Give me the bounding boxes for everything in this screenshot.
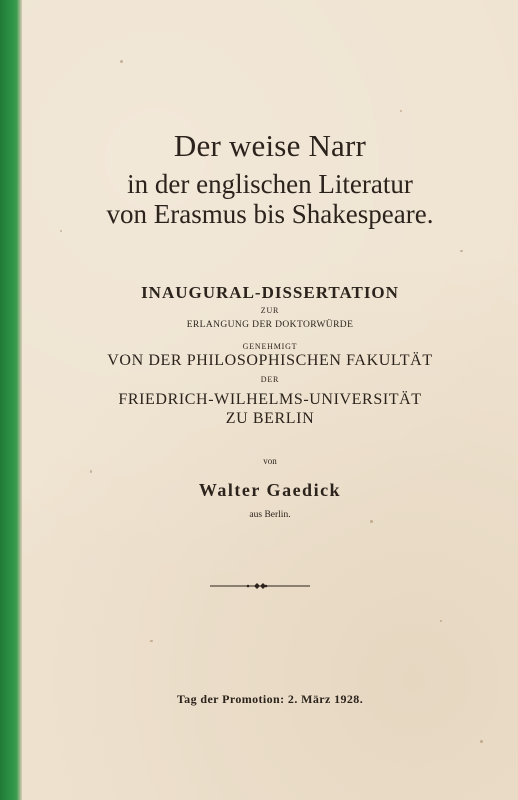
paper-speck — [90, 470, 92, 473]
dissertation-heading: INAUGURAL-DISSERTATION — [141, 283, 399, 302]
von-label: von — [263, 456, 277, 466]
university-line: FRIEDRICH-WILHELMS-UNIVERSITÄT — [118, 391, 422, 408]
green-binding-strip — [0, 0, 22, 800]
paper-speck — [150, 640, 153, 642]
paper-speck — [120, 60, 123, 63]
paper-speck — [480, 740, 483, 743]
zur-label: ZUR — [260, 306, 280, 315]
erlangung-line: ERLANGUNG DER DOKTORWÜRDE — [186, 320, 354, 330]
paper-speck — [400, 110, 402, 112]
ornamental-rule-icon — [210, 578, 310, 594]
title-line-3: von Erasmus bis Shakespeare. — [106, 199, 434, 229]
faculty-line: VON DER PHILOSOPHISCHEN FAKULTÄT — [107, 352, 433, 369]
paper-speck — [60, 230, 62, 232]
author-name: Walter Gaedick — [198, 480, 342, 500]
paper-speck — [370, 520, 373, 523]
title-line-1: Der weise Narr — [173, 128, 367, 163]
paper-speck — [460, 250, 463, 252]
paper-speck — [440, 620, 442, 622]
der-label: DER — [260, 375, 280, 384]
author-origin: aus Berlin. — [249, 510, 291, 520]
title-line-2: in der englischen Literatur — [127, 169, 413, 199]
promotion-date: Tag der Promotion: 2. März 1928. — [176, 692, 364, 706]
genehmigt-label: GENEHMIGT — [242, 342, 298, 351]
city-line: ZU BERLIN — [225, 410, 315, 427]
